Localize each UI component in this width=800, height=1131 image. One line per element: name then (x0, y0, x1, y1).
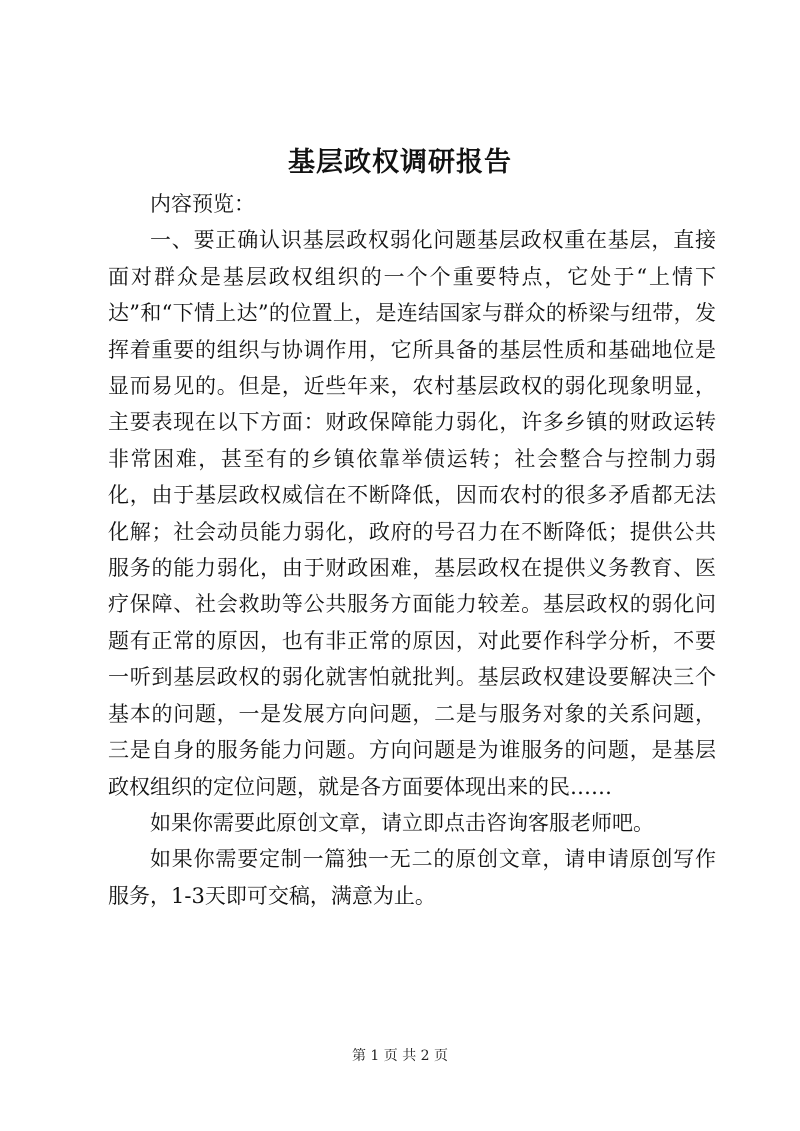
custom-writing-paragraph: 如果你需要定制一篇独一无二的原创文章，请申请原创写作服务，1-3天即可交稿，满意为止。 (108, 847, 716, 908)
document-title: 基层政权调研报告 (288, 147, 512, 178)
page-number: 第 1 页 共 2 页 (351, 1048, 449, 1064)
consult-service-paragraph: 如果你需要此原创文章，请立即点击咨询客服老师吧。 (150, 810, 654, 835)
preview-label: 内容预览： (150, 192, 255, 216)
preview-content-paragraph: 一、要正确认识基层政权弱化问题基层政权重在基层，直接面对群众是基层政权组织的一个个重要特点，它处于“上情下达”和“下情上达”的位置上，是连结国家与群众的桥梁与纽带，发挥着重要的组织与协调作用，它所具备的基层性质和基础地位是显而易见的。但是，近些年来，农村基层政权的弱化现象明显，主要表现在以下方面：财政保障能力弱化，许多乡镇的财政运转非常困难，甚至有的乡镇依靠举债运转；社会整合与控制力弱化，由于基层政权威信在不断降低，因而农村的很多矛盾都无法化解；社会动员能力弱化，政府的号召力在不断降低；提供公共服务的能力弱化，由于财政困难，基层政权在提供义务教育、医疗保障、社会救助等公共服务方面能力较差。基层政权的弱化问题有正常的原因，也有非正常的原因，对此要作科学分析，不要一听到基层政权的弱化就害怕就批判。基层政权建设要解决三个基本的问题，一是发展方向问题，二是与服务对象的关系问题，三是自身的服务能力问题。方向问题是为谁服务的问题，是基层政权组织的定位问题，就是各方面要体现出来的民…… (108, 228, 716, 799)
document-body (108, 186, 716, 914)
